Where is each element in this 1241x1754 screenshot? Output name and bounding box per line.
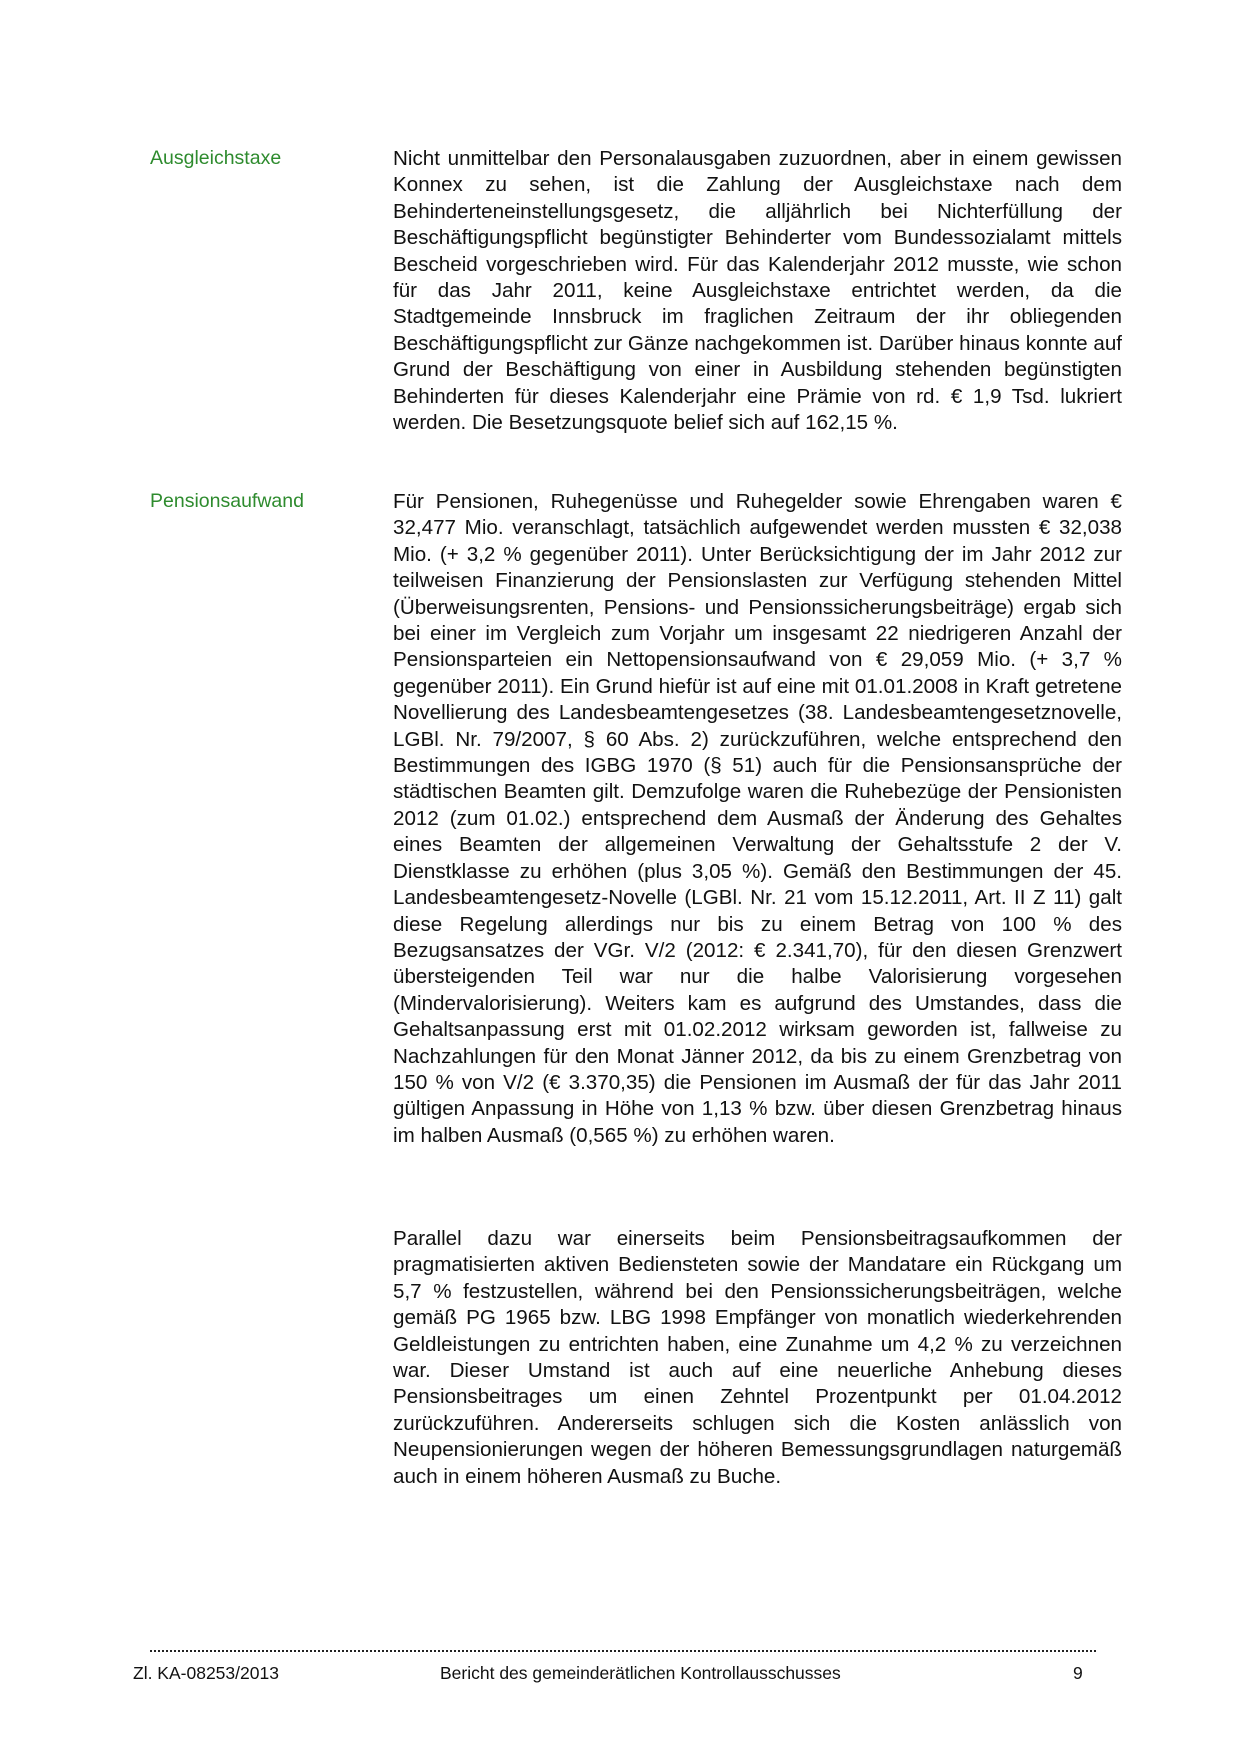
section-body-pensionsaufwand bbox=[393, 489, 1122, 1149]
section-body-pensionsaufwand-continued bbox=[393, 1226, 1122, 1490]
section-body-ausgleichstaxe bbox=[393, 146, 1122, 436]
section-label-ausgleichstaxe: Ausgleichstaxe bbox=[150, 147, 282, 169]
page-number: 9 bbox=[1073, 1663, 1083, 1683]
report-title: Bericht des gemeinderätlichen Kontrollausschusses bbox=[440, 1663, 841, 1683]
paragraph: Für Pensionen, Ruhegenüsse und Ruhegelder sowie Ehrengaben waren € 32,477 Mio. veranschlagt, tatsächlich aufgewendet werden mussten € 32,038 Mio. (+ 3,2 % gegenüber 2011). Unter Berücksichtigung der im Jahr 2012 zur teilweisen Finanzierung der Pensionslasten zur Verfügung stehenden Mittel (Überweisungsrenten, Pensions- und Pensionssicherungsbeiträge) ergab sich bei einer im Vergleich zum Vorjahr um insgesamt 22 niedrigeren Anzahl der Pensionsparteien ein Nettopensionsaufwand von € 29,059 Mio. (+ 3,7 % gegenüber 2011). Ein Grund hiefür ist auf eine mit 01.01.2008 in Kraft getretene Novellierung des Landesbeamtengesetzes (38. Landesbeamtengesetznovelle, LGBl. Nr. 79/2007, § 60 Abs. 2) zurückzuführen, welche entsprechend den Bestimmungen des IGBG 1970 (§ 51) auch für die Pensionsansprüche der städtischen Beamten gilt. Demzufolge waren die Ruhebezüge der Pensionisten 2012 (zum 01.02.) entsprechend dem Ausmaß der Änderung des Gehaltes eines Beamten der allgemeinen Verwaltung der Gehaltsstufe 2 der V. Dienstklasse zu erhöhen (plus 3,05 %). Gemäß den Bestimmungen der 45. Landesbeamtengesetz-Novelle (LGBl. Nr. 21 vom 15.12.2011, Art. II Z 11) galt diese Regelung allerdings nur bis zu einem Betrag von 100 % des Bezugsansatzes der VGr. V/2 (2012: € 2.341,70), für den diesen Grenzwert übersteigenden Teil war nur die halbe Valorisierung vorgesehen (Mindervalorisierung). Weiters kam es aufgrund des Umstandes, dass die Gehaltsanpassung erst mit 01.02.2012 wirksam geworden ist, fallweise zu Nachzahlungen für den Monat Jänner 2012, da bis zu einem Grenzbetrag von 150 % von V/2 (€ 3.370,35) die Pensionen im Ausmaß der für das Jahr 2011 gültigen Anpassung in Höhe von 1,13 % bzw. über diesen Grenzbetrag hinaus im halben Ausmaß (0,565 %) zu erhöhen waren. bbox=[393, 490, 1122, 1147]
paragraph: Nicht unmittelbar den Personalausgaben zuzuordnen, aber in einem gewissen Konnex zu sehen, ist die Zahlung der Ausgleichstaxe nach dem Behinderteneinstellungsgesetz, die alljährlich bei Nichterfüllung der Beschäftigungspflicht begünstigter Behinderter vom Bundessozialamt mittels Bescheid vorgeschrieben wird. Für das Kalenderjahr 2012 musste, wie schon für das Jahr 2011, keine Ausgleichstaxe entrichtet werden, da die Stadtgemeinde Innsbruck im fraglichen Zeitraum der ihr obliegenden Beschäftigungspflicht zur Gänze nachgekommen ist. Darüber hinaus konnte auf Grund der Beschäftigung von einer in Ausbildung stehenden begünstigten Behinderten für dieses Kalenderjahr eine Prämie von rd. € 1,9 Tsd. lukriert werden. Die Besetzungsquote belief sich auf 162,15 %. bbox=[393, 147, 1122, 435]
section-label-pensionsaufwand: Pensionsaufwand bbox=[150, 490, 304, 512]
paragraph: Parallel dazu war einerseits beim Pensionsbeitragsaufkommen der pragmatisierten aktiven Bediensteten sowie der Mandatare ein Rückgang um 5,7 % festzustellen, während bei den Pensionssicherungsbeiträgen, welche gemäß PG 1965 bzw. LBG 1998 Empfänger von monatlich wiederkehrenden Geldleistungen zu entrichten haben, eine Zunahme um 4,2 % zu verzeichnen war. Dieser Umstand ist auch auf eine neuerliche Anhebung dieses Pensionsbeitrages um einen Zehntel Prozentpunkt per 01.04.2012 zurückzuführen. Andererseits schlugen sich die Kosten anlässlich von Neupensionierungen wegen der höheren Bemessungsgrundlagen naturgemäß auch in einem höheren Ausmaß zu Buche. bbox=[393, 1227, 1122, 1488]
document-reference: Zl. KA-08253/2013 bbox=[133, 1663, 279, 1683]
footer-divider bbox=[150, 1650, 1096, 1652]
